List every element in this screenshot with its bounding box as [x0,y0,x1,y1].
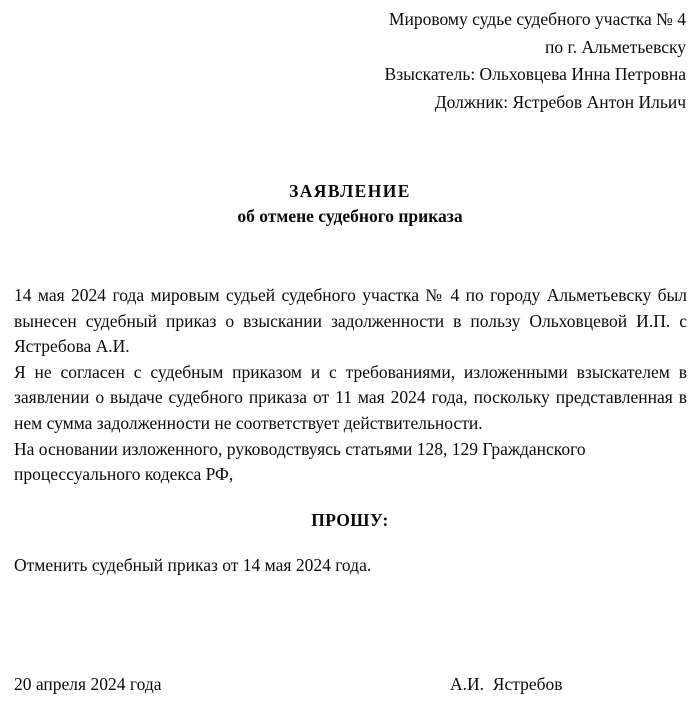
addressee-header [14,6,686,116]
body-paragraph-legal-basis: На основании изложенного, руководствуясь статьями 128, 129 Гражданского процессуального кодекса РФ, [14,438,586,485]
header-line-claimant: Взыскатель: Ольховцева Инна Петровна [384,64,686,84]
document-body [14,283,687,488]
body-paragraph-objection: Я не согласен с судебным приказом и с требованиями, изложенными взыскателем в заявлении о выдаче судебного приказа от 11 мая 2024 года, поскольку представленная в нем сумма задолженности не соответствует действительности. [14,361,687,433]
petition-heading: ПРОШУ: [311,510,389,530]
footer-date: 20 апреля 2024 года [14,674,162,694]
page-subtitle: об отмене судебного приказа [237,206,463,226]
document-title-block [14,180,686,228]
footer-signature: А.И. Ястребов [450,674,563,694]
petition-request: Отменить судебный приказ от 14 мая 2024 года. [14,555,372,575]
body-paragraph-order-details: 14 мая 2024 года мировым судьей судебного участка № 4 по городу Альметьевску был вынесен судебный приказ о взыскании задолженности в пользу Ольховцевой И.П. с Ястребова А.И. [14,285,687,357]
page-title: ЗАЯВЛЕНИЕ [289,181,411,201]
header-line-debtor: Должник: Ястребов Антон Ильич [434,91,686,112]
header-line-city: по г. Альметьевску [545,36,686,57]
header-line-court: Мировому судье судебного участка № 4 [388,9,686,29]
